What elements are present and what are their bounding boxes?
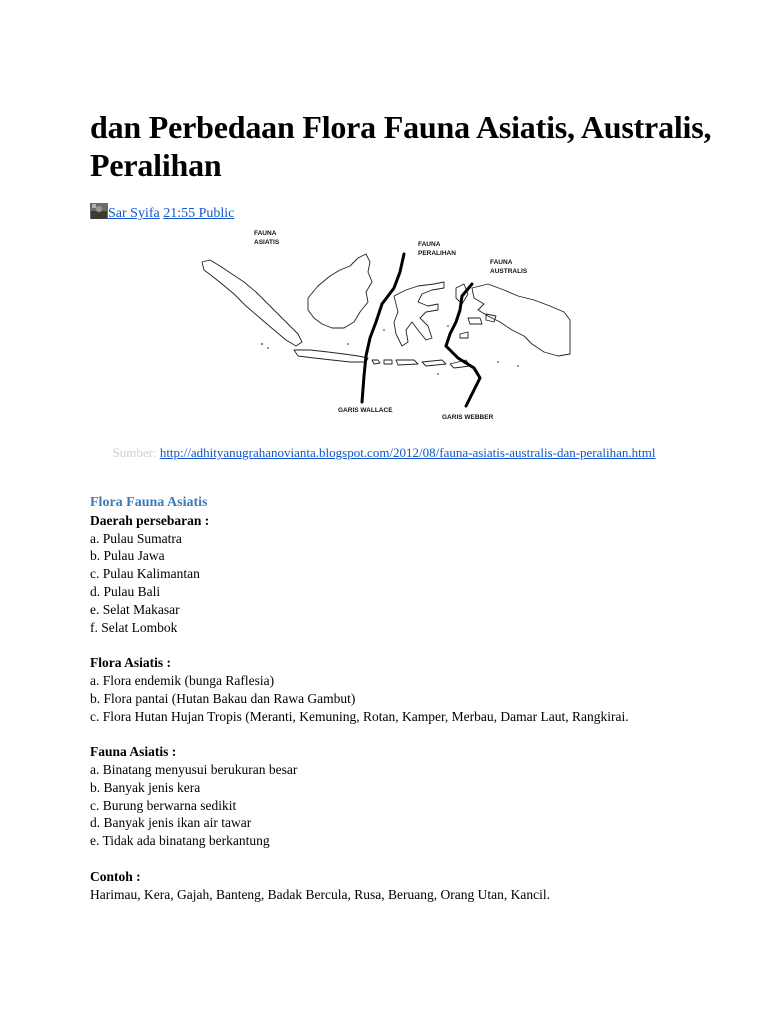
label-fauna-australis-2: AUSTRALIS (490, 268, 528, 275)
list-item: a. Pulau Sumatra (90, 530, 182, 546)
indonesia-fauna-map (198, 226, 574, 428)
list-item: c. Flora Hutan Hujan Tropis (Meranti, Kemuning, Rotan, Kamper, Merbau, Damar Laut, Rangkirai. (90, 708, 629, 724)
label-garis-webber: GARIS WEBBER (442, 414, 494, 421)
label-fauna-asiatis-2: ASIATIS (254, 239, 280, 246)
article-body (90, 494, 650, 903)
java-island (294, 350, 368, 362)
avatar[interactable] (90, 203, 108, 219)
source-label: Sumber: (112, 445, 157, 460)
label-fauna-peralihan-2: PERALIHAN (418, 250, 456, 257)
source-link[interactable]: http://adhityanugrahanovianta.blogspot.com/2012/08/fauna-asiatis-australis-dan-peralihan.html (159, 445, 656, 460)
list-item: b. Flora pantai (Hutan Bakau dan Rawa Gambut) (90, 690, 356, 706)
list-item: d. Banyak jenis ikan air tawar (90, 815, 252, 831)
list-item: e. Tidak ada binatang berkantung (90, 833, 270, 849)
list-item: a. Flora endemik (bunga Raflesia) (90, 672, 275, 688)
nusa-tenggara-islands (372, 360, 470, 368)
list-item: e. Selat Makasar (90, 601, 180, 617)
label-fauna-australis-1: FAUNA (490, 259, 513, 266)
sumatra-island (202, 260, 302, 346)
post-meta (90, 203, 234, 223)
kalimantan-island (308, 254, 372, 328)
maluku-islands (456, 284, 496, 338)
list-item: d. Pulau Bali (90, 583, 161, 599)
fauna-heading: Fauna Asiatis : (90, 744, 177, 760)
timestamp-link[interactable]: 21:55 Public (163, 206, 235, 221)
author-link[interactable]: Sar Syifa (108, 206, 160, 221)
list-item: f. Selat Lombok (90, 619, 178, 635)
contoh-text: Harimau, Kera, Gajah, Banteng, Badak Bercula, Rusa, Beruang, Orang Utan, Kancil. (90, 886, 550, 902)
article-title: dan Perbedaan Flora Fauna Asiatis, Australis, Peralihan (90, 109, 712, 183)
list-item: c. Burung berwarna sedikit (90, 797, 237, 813)
label-garis-wallace: GARIS WALLACE (338, 407, 393, 414)
sulawesi-island (394, 282, 444, 346)
list-item: a. Binatang menyusui berukuran besar (90, 761, 298, 777)
label-fauna-asiatis-1: FAUNA (254, 230, 277, 237)
wallace-line (362, 254, 404, 402)
figure-source (100, 444, 668, 462)
section-title-flora-fauna-asiatis: Flora Fauna Asiatis (90, 495, 208, 510)
daerah-heading: Daerah persebaran : (90, 512, 210, 528)
flora-heading: Flora Asiatis : (90, 655, 171, 671)
contoh-heading: Contoh : (90, 868, 141, 884)
list-item: b. Banyak jenis kera (90, 779, 201, 795)
list-item: c. Pulau Kalimantan (90, 566, 200, 582)
label-fauna-peralihan-1: FAUNA (418, 241, 441, 248)
list-item: b. Pulau Jawa (90, 548, 165, 564)
